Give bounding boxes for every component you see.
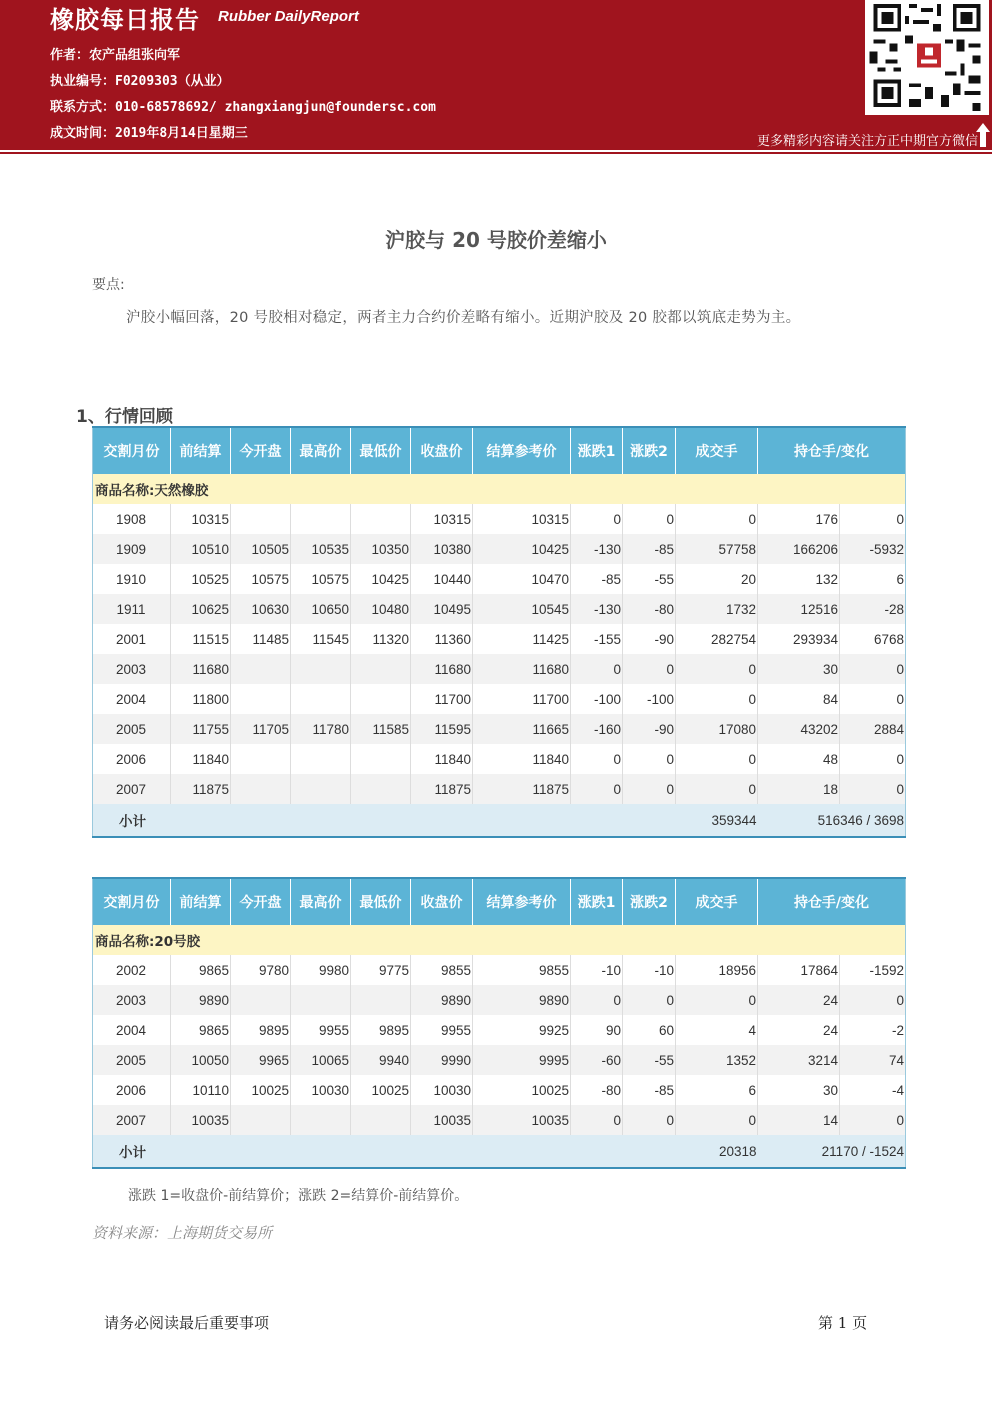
contact-value: 010-68578692/ zhangxiangjun@foundersc.com (115, 100, 436, 115)
table-cell: 0 (896, 691, 904, 707)
table-cell: 9865 (171, 1015, 231, 1045)
column-header: 收盘价 (411, 878, 473, 925)
table-cell: 1352 (676, 1045, 758, 1075)
column-header: 涨跌1 (571, 878, 623, 925)
table-cell: 11360 (411, 624, 473, 654)
table-cell: 11755 (171, 714, 231, 744)
table-cell: 1909 (93, 534, 171, 564)
table-cell: 11585 (351, 714, 411, 744)
table-cell: 10030 (411, 1075, 473, 1105)
table-cell: 0 (676, 504, 758, 534)
table-cell: 10025 (351, 1075, 411, 1105)
table-cell: 0 (676, 684, 758, 714)
table-cell: 11700 (473, 684, 571, 714)
date-line (50, 122, 248, 141)
table-cell: 0 (571, 1105, 623, 1135)
table-cell: -4 (891, 1082, 904, 1098)
table-cell: 10470 (473, 564, 571, 594)
table-cell: 11680 (473, 654, 571, 684)
table-cell: 10025 (473, 1075, 571, 1105)
table-cell: 9980 (291, 955, 351, 985)
table-cell (351, 774, 411, 804)
key-points-text: 沪胶小幅回落，20 号胶相对稳定，两者主力合约价差略有缩小。近期沪胶及 20 胶都以筑底走势为主。 (126, 310, 801, 326)
key-points-label: 要点: (92, 277, 125, 293)
table-row (93, 1015, 906, 1045)
table-cell: 11680 (411, 654, 473, 684)
table-cell: 74 (840, 1045, 906, 1075)
table-cell: 0 (676, 985, 758, 1015)
table-cell: 2002 (93, 955, 171, 985)
table-cell: -100 (571, 684, 623, 714)
table-cell: 10425 (473, 534, 571, 564)
table-cell: 11840 (171, 744, 231, 774)
table-cell: 11800 (171, 684, 231, 714)
table-cell: 10575 (231, 564, 291, 594)
table-cell (291, 774, 351, 804)
table-cell: 9890 (473, 985, 571, 1015)
table-cell: 2007 (93, 774, 171, 804)
table-cell: 10350 (351, 534, 411, 564)
table-row (93, 654, 906, 684)
table-row (93, 955, 906, 985)
table-cell: 9955 (291, 1015, 351, 1045)
table-cell (351, 744, 411, 774)
subtotal-volume: 20318 (676, 1135, 758, 1168)
table-cell (291, 1105, 351, 1135)
table-cell: 10315 (411, 504, 473, 534)
table-row (93, 594, 906, 624)
table-cell: 57758 (676, 534, 758, 564)
table-row (93, 714, 906, 744)
table-cell: 11875 (473, 774, 571, 804)
table-cell: 2006 (93, 1075, 171, 1105)
table-cell: -130 (571, 534, 623, 564)
table-cell: 12516 (758, 594, 840, 624)
column-header: 持仓手/变化 (758, 427, 906, 474)
table-cell: 10625 (171, 594, 231, 624)
table-cell: -90 (623, 714, 676, 744)
report-title-en: Rubber DailyReport (218, 8, 359, 25)
column-header: 交割月份 (93, 427, 171, 474)
table-cell: 0 (676, 774, 758, 804)
commodity-name-row (93, 925, 906, 955)
table-cell: 10035 (411, 1105, 473, 1135)
column-header: 收盘价 (411, 427, 473, 474)
column-header: 结算参考价 (473, 427, 571, 474)
table-cell: 43202 (758, 714, 840, 744)
table-cell: 11665 (473, 714, 571, 744)
contact-line (50, 96, 436, 115)
table-cell: 30 (758, 654, 840, 684)
license-line (50, 70, 230, 89)
table-cell: 10315 (171, 504, 231, 534)
table-cell: 48 (758, 744, 840, 774)
table-cell: -80 (623, 594, 676, 624)
table-row (93, 624, 906, 654)
column-header: 今开盘 (231, 427, 291, 474)
table-cell: 11705 (231, 714, 291, 744)
date-value: 2019年8月14日星期三 (115, 126, 248, 141)
table-cell: 0 (676, 744, 758, 774)
table-tsr20-rubber (92, 877, 906, 1169)
table-cell: 10065 (291, 1045, 351, 1075)
table-cell: 9780 (231, 955, 291, 985)
table-cell (351, 985, 411, 1015)
table-cell: 0 (623, 504, 676, 534)
table-cell: 11700 (411, 684, 473, 714)
table-cell: 10495 (411, 594, 473, 624)
table-cell: 0 (571, 744, 623, 774)
subtotal-row (93, 1135, 906, 1168)
table-cell: 132 (758, 564, 840, 594)
table-cell: 10025 (231, 1075, 291, 1105)
table-row (93, 684, 906, 714)
table-cell: 17080 (676, 714, 758, 744)
table-cell: 11875 (171, 774, 231, 804)
table-cell: 10575 (291, 564, 351, 594)
table-cell: 14 (758, 1105, 840, 1135)
table-cell: 10510 (171, 534, 231, 564)
table-cell: 2004 (93, 1015, 171, 1045)
table-cell: 0 (840, 774, 906, 804)
table-cell: 9990 (411, 1045, 473, 1075)
author-value: 农产品组张向军 (89, 48, 181, 63)
table-cell (351, 504, 411, 534)
follow-wechat-text: 更多精彩内容请关注方正中期官方微信 (756, 134, 978, 149)
table-cell: -85 (623, 534, 676, 564)
column-header: 涨跌1 (571, 427, 623, 474)
table-cell: 10380 (411, 534, 473, 564)
table-cell: 10535 (291, 534, 351, 564)
table-cell: 0 (840, 654, 906, 684)
table-cell: 10035 (473, 1105, 571, 1135)
table-cell: 11425 (473, 624, 571, 654)
table-row (93, 744, 906, 774)
subtotal-open-interest: 21170 / -1524 (758, 1135, 906, 1168)
table-cell: 18 (758, 774, 840, 804)
table-cell: 0 (623, 654, 676, 684)
table-cell: -60 (571, 1045, 623, 1075)
subtotal-label: 小计 (93, 804, 676, 837)
subtotal-label: 小计 (93, 1135, 676, 1168)
table-cell: 10110 (171, 1075, 231, 1105)
page-title: 沪胶与 20 号胶价差缩小 (385, 228, 607, 252)
author-label: 作者： (50, 48, 90, 63)
column-header: 最高价 (291, 878, 351, 925)
table-cell: 2004 (93, 684, 171, 714)
table-cell: 11840 (411, 744, 473, 774)
table-cell: 9855 (411, 955, 473, 985)
table-cell: 9775 (351, 955, 411, 985)
column-header: 涨跌2 (623, 427, 676, 474)
table-cell: -10 (571, 955, 623, 985)
table-cell: 11320 (351, 624, 411, 654)
table-cell: 9940 (351, 1045, 411, 1075)
qr-code[interactable] (865, 0, 989, 115)
table-natural-rubber (92, 426, 906, 838)
subtotal-row (93, 804, 906, 837)
table-cell: 1911 (93, 594, 171, 624)
table-cell: 293934 (758, 624, 840, 654)
table-cell: 1910 (93, 564, 171, 594)
table-cell: 0 (676, 654, 758, 684)
author-line (50, 44, 180, 63)
table-cell: 6 (896, 571, 904, 587)
footer-disclaimer-link: 请务必阅读最后重要事项 (104, 1314, 270, 1332)
table-row (93, 1105, 906, 1135)
table-cell: -55 (623, 1045, 676, 1075)
table-cell: 11875 (411, 774, 473, 804)
table-cell: 1732 (676, 594, 758, 624)
column-header: 最高价 (291, 427, 351, 474)
table-cell: 10630 (231, 594, 291, 624)
table-cell: 0 (676, 1105, 758, 1135)
column-header: 交割月份 (93, 878, 171, 925)
table-row (93, 564, 906, 594)
table-cell: 9855 (473, 955, 571, 985)
report-header (0, 0, 992, 150)
table-cell: -85 (571, 564, 623, 594)
table-cell: 2005 (93, 714, 171, 744)
table-cell (231, 1105, 291, 1135)
table-cell: 9965 (231, 1045, 291, 1075)
page-number: 第 1 页 (818, 1314, 868, 1332)
table-cell: -155 (571, 624, 623, 654)
table-cell: -130 (571, 594, 623, 624)
table-cell: 9895 (231, 1015, 291, 1045)
table-cell: 30 (758, 1075, 840, 1105)
table-note: 涨跌 1=收盘价-前结算价；涨跌 2=结算价-前结算价。 (128, 1188, 469, 1204)
table-cell: 11595 (411, 714, 473, 744)
table-cell: 11545 (291, 624, 351, 654)
table-cell (291, 684, 351, 714)
table-cell: 9995 (473, 1045, 571, 1075)
commodity-name: 商品名称:20号胶 (93, 925, 906, 955)
commodity-name: 商品名称:天然橡胶 (93, 474, 906, 504)
table-cell: 0 (623, 744, 676, 774)
table-cell: 11515 (171, 624, 231, 654)
table-row (93, 774, 906, 804)
table-cell: 0 (571, 654, 623, 684)
table-cell: 2005 (93, 1045, 171, 1075)
table-cell: -80 (571, 1075, 623, 1105)
table-cell: -160 (571, 714, 623, 744)
table-cell: 0 (896, 751, 904, 767)
column-header: 结算参考价 (473, 878, 571, 925)
table-row (93, 1075, 906, 1105)
table-cell: 2001 (93, 624, 171, 654)
table-cell (231, 985, 291, 1015)
table-cell: -5932 (840, 534, 906, 564)
table-cell: 24 (758, 1015, 840, 1045)
table-cell: 10545 (473, 594, 571, 624)
header-divider (0, 152, 992, 154)
table-cell: -55 (623, 564, 676, 594)
commodity-name-row (93, 474, 906, 504)
table-cell: 10440 (411, 564, 473, 594)
table-cell: 2003 (93, 985, 171, 1015)
table-cell: 0 (571, 985, 623, 1015)
table-cell: -90 (623, 624, 676, 654)
table-cell: 282754 (676, 624, 758, 654)
table-cell: 2006 (93, 744, 171, 774)
column-header: 最低价 (351, 878, 411, 925)
column-header: 成交手 (676, 427, 758, 474)
table-cell (291, 504, 351, 534)
column-header: 最低价 (351, 427, 411, 474)
table-cell: 10050 (171, 1045, 231, 1075)
column-header: 持仓手/变化 (758, 878, 906, 925)
table-cell (231, 684, 291, 714)
table-cell: 0 (840, 1105, 906, 1135)
table-cell: -100 (623, 684, 676, 714)
table-cell: 176 (758, 504, 840, 534)
table-cell: -10 (623, 955, 676, 985)
table-cell: 0 (571, 504, 623, 534)
table-cell: 0 (623, 985, 676, 1015)
table-cell: 0 (840, 985, 906, 1015)
qr-code-icon (865, 0, 989, 115)
license-value: F0209303（从业） (115, 74, 230, 89)
table-cell (351, 684, 411, 714)
table-cell: 4 (676, 1015, 758, 1045)
table-cell (291, 654, 351, 684)
table-cell: 84 (758, 684, 840, 714)
table-cell: 60 (623, 1015, 676, 1045)
table-cell: 10315 (473, 504, 571, 534)
table-row (93, 985, 906, 1015)
table-cell: 3214 (758, 1045, 840, 1075)
table-cell: 9895 (351, 1015, 411, 1045)
table-cell (291, 985, 351, 1015)
table-cell: 0 (896, 511, 904, 527)
table-cell: 11840 (473, 744, 571, 774)
table-cell: 9925 (473, 1015, 571, 1045)
table-cell: -85 (623, 1075, 676, 1105)
table-cell (231, 504, 291, 534)
table-header-row (93, 427, 906, 474)
table-cell: 11485 (231, 624, 291, 654)
report-title-cn: 橡胶每日报告 (50, 6, 200, 34)
table-cell: 10480 (351, 594, 411, 624)
subtotal-open-interest: 516346 / 3698 (758, 804, 906, 837)
table-cell: 9865 (171, 955, 231, 985)
subtotal-volume: 359344 (676, 804, 758, 837)
table-cell: 9955 (411, 1015, 473, 1045)
table-cell: 166206 (758, 534, 840, 564)
table-cell: 18956 (676, 955, 758, 985)
table-row (93, 534, 906, 564)
table-cell: 0 (623, 1105, 676, 1135)
table-cell: 24 (758, 985, 840, 1015)
table-cell: 11680 (171, 654, 231, 684)
up-arrow-icon (976, 123, 990, 147)
table-cell: -1592 (869, 962, 904, 978)
table-cell: 9890 (411, 985, 473, 1015)
license-label: 执业编号： (50, 74, 116, 89)
table-header-row (93, 878, 906, 925)
table-cell: 10425 (351, 564, 411, 594)
table-cell: 10035 (171, 1105, 231, 1135)
table-cell: -28 (840, 594, 906, 624)
table-cell: 6 (676, 1075, 758, 1105)
table-cell: 6768 (873, 631, 904, 647)
table-cell: 90 (571, 1015, 623, 1045)
table-cell: 17864 (758, 955, 840, 985)
contact-label: 联系方式： (50, 100, 116, 115)
table-cell: 0 (571, 774, 623, 804)
table-cell: 11780 (291, 714, 351, 744)
table-cell: 2884 (840, 714, 906, 744)
table-cell (351, 1105, 411, 1135)
table-cell: 0 (623, 774, 676, 804)
column-header: 前结算 (171, 878, 231, 925)
column-header: 前结算 (171, 427, 231, 474)
table-cell: 10505 (231, 534, 291, 564)
table-cell: 20 (676, 564, 758, 594)
table-cell: 1908 (93, 504, 171, 534)
table-cell: 10525 (171, 564, 231, 594)
column-header: 涨跌2 (623, 878, 676, 925)
table-cell: 2007 (93, 1105, 171, 1135)
table-row (93, 1045, 906, 1075)
table-cell (231, 654, 291, 684)
section-title-market-review: 1、行情回顾 (76, 407, 173, 427)
date-label: 成文时间： (50, 126, 116, 141)
table-cell (231, 774, 291, 804)
data-source: 资料来源：上海期货交易所 (92, 1224, 273, 1242)
column-header: 今开盘 (231, 878, 291, 925)
column-header: 成交手 (676, 878, 758, 925)
table-row (93, 504, 906, 534)
table-cell (351, 654, 411, 684)
table-cell: 10030 (291, 1075, 351, 1105)
table-cell: 2003 (93, 654, 171, 684)
table-cell (231, 744, 291, 774)
table-cell: 9890 (171, 985, 231, 1015)
table-cell (291, 744, 351, 774)
table-cell: 10650 (291, 594, 351, 624)
table-cell: -2 (891, 1022, 904, 1038)
